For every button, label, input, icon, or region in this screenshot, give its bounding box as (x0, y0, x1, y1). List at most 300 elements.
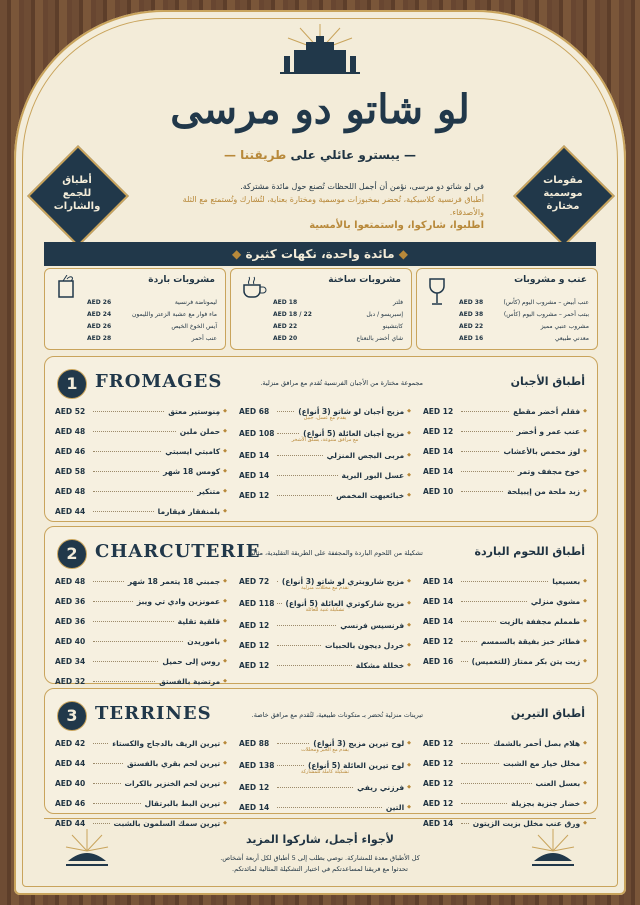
item-name: مزيج أجبان لو شاتو (3 أنواع) (298, 406, 405, 416)
item-name: فرزني ريفي (357, 782, 405, 792)
beverage-name: فلتر (393, 299, 403, 306)
beverage-item (87, 297, 217, 309)
item-price: AED 32 (55, 676, 86, 686)
menu-item (55, 733, 227, 753)
iced-glass-icon (55, 275, 77, 299)
beverage-price: AED 22 (273, 323, 298, 330)
item-price: AED 46 (55, 798, 86, 808)
leader-dots (461, 742, 489, 744)
diamond-icon: ◆ (583, 740, 587, 746)
leader-dots (277, 454, 323, 456)
badge-right-line: مختارة (546, 201, 580, 212)
item-name: تيرين الريف بالدجاج والكستاء (112, 738, 221, 748)
menu-item (239, 445, 411, 465)
diamond-icon: ◆ (223, 598, 227, 604)
menu-column (239, 401, 411, 505)
item-name: كامبتي ايسبتي (165, 446, 221, 456)
item-name: باموريدن (187, 636, 221, 646)
beverage-item (459, 321, 589, 333)
leader-dots (277, 432, 299, 434)
item-name: مِنوستير معتق (168, 406, 221, 416)
item-price: AED 12 (423, 636, 454, 646)
item-name: فرنسيس فرنسي (340, 620, 405, 630)
item-name: بعسيعيا (552, 576, 581, 586)
item-note: تقدم مع مخللات منزلية (301, 585, 349, 591)
item-name: خبائعيهت المخمص (336, 490, 405, 500)
chateau-logo-icon (260, 20, 380, 80)
menu-item (55, 421, 227, 441)
item-price: AED 44 (55, 506, 86, 516)
diamond-icon: ◆ (583, 428, 587, 434)
diamond-icon: ◆ (223, 820, 227, 826)
beverage-name: معدني طبيعي (554, 335, 589, 342)
leader-dots (461, 600, 527, 602)
beverage-name: كابتشينو (382, 323, 403, 330)
leader-dots (277, 742, 309, 744)
beverage-item (459, 333, 589, 345)
menu-item (55, 501, 227, 521)
menu-item (55, 793, 227, 813)
menu-item (239, 465, 411, 485)
menu-item (55, 611, 227, 631)
diamond-icon: ◆ (223, 638, 227, 644)
diamond-icon: ◆ (398, 247, 408, 261)
leader-dots (93, 742, 108, 744)
menu-item (423, 481, 587, 501)
diamond-icon: ◆ (223, 618, 227, 624)
item-price: AED 14 (423, 576, 454, 586)
diamond-icon: ◆ (223, 488, 227, 494)
badge-right-line: مقومات (543, 175, 583, 186)
item-price: AED 12 (423, 778, 454, 788)
sun-ornament-icon (528, 825, 578, 875)
leader-dots (461, 430, 513, 432)
beverage-name: ليموناضة فرنسية (174, 299, 217, 306)
item-name: عمونزين وادي تي ويبز (136, 596, 221, 606)
beverage-name: إسبريسو / دبل (366, 311, 403, 318)
item-name: عسل البور البرية (341, 470, 405, 480)
item-name: زيت يتن بكر ممتاز (للتغميس) (471, 656, 581, 666)
item-name: مزيج أجبان العائلة (5 أنواع) (303, 428, 405, 438)
beverage-item (273, 333, 403, 345)
diamond-icon: ◆ (223, 800, 227, 806)
item-name: لوح تيرين مزيج (3 أنواع) (313, 738, 405, 748)
item-name: قلقية تقلية (177, 616, 221, 626)
leader-dots (93, 762, 123, 764)
menu-item (239, 797, 411, 817)
item-note: تشكيلة كاملة للمشاركة (300, 769, 350, 775)
diamond-icon: ◆ (407, 740, 411, 746)
leader-dots (277, 664, 352, 666)
item-price: AED 14 (423, 466, 454, 476)
beverage-item (459, 297, 589, 309)
hot-drinks-box (230, 268, 412, 350)
section-name: TERRINES (95, 703, 212, 724)
menu-item (423, 651, 587, 671)
beverage-name: ببتب أحمر – مشروب اليوم (كأس) (503, 311, 589, 318)
menu-column (55, 401, 227, 521)
item-price: AED 12 (239, 620, 270, 630)
beverage-price: AED 28 (87, 335, 112, 342)
section-arabic-title: أطباق اللحوم الباردة (474, 545, 585, 558)
item-name: هلام بصل أحمر بالشمك (493, 738, 581, 748)
item-price: AED 52 (55, 406, 86, 416)
item-price: AED 14 (423, 616, 454, 626)
item-price: AED 12 (239, 660, 270, 670)
leader-dots (93, 660, 158, 662)
diamond-icon: ◆ (232, 247, 246, 261)
leader-dots (93, 600, 133, 602)
item-note: مع مرافق متنوعة، يسلق الأشخر (291, 437, 359, 443)
item-price: AED 12 (423, 426, 454, 436)
beverage-item (459, 309, 589, 321)
restaurant-title: لو شاتو دو مرسى (170, 86, 470, 133)
leader-dots (461, 450, 499, 452)
cold-drinks-box (44, 268, 226, 350)
leader-dots (93, 510, 154, 512)
item-price: AED 108 (239, 428, 275, 438)
coffee-cup-icon (241, 275, 267, 299)
menu-page (14, 10, 626, 895)
leader-dots (93, 580, 124, 582)
menu-item (55, 773, 227, 793)
item-price: AED 48 (55, 576, 86, 586)
menu-item (55, 401, 227, 421)
section-number: 2 (57, 539, 87, 569)
item-price: AED 12 (423, 798, 454, 808)
hot-drinks-title: مشروبات ساخنة (328, 275, 401, 285)
section-arabic-title: أطباق التيرين (510, 707, 585, 720)
item-price: AED 48 (55, 426, 86, 436)
diamond-icon: ◆ (407, 472, 411, 478)
diamond-icon: ◆ (407, 430, 411, 436)
diamond-icon: ◆ (583, 638, 587, 644)
footer-line: تحدثوا مع فريقنا لمساعدتكم في اختيار التشكيلة المثالية لمائدتكم. (232, 865, 408, 873)
leader-dots (461, 640, 477, 642)
item-note: يقدم مع الخبز ومخللات (301, 747, 349, 753)
item-price: AED 34 (55, 656, 86, 666)
item-name: طمملم مجففة بالزيت (499, 616, 581, 626)
item-name: مشوي منزلي (530, 596, 581, 606)
section-description: تيرينات منزلية تُحضر بـ متكونات طبيعية، لتُقدم مع مرافق خاصة. (251, 711, 423, 719)
leader-dots (93, 470, 159, 472)
menu-item (239, 485, 411, 505)
menu-item (55, 481, 227, 501)
item-name: متنكير (197, 486, 221, 496)
menu-item (423, 753, 587, 773)
beverage-price: AED 26 (87, 299, 112, 306)
footer-text (124, 853, 516, 875)
intro-text (164, 180, 484, 232)
item-name: روس إلى حميل (162, 656, 221, 666)
leader-dots (277, 602, 282, 604)
menu-item (423, 611, 587, 631)
diamond-icon: ◆ (583, 658, 587, 664)
diamond-icon: ◆ (407, 600, 411, 606)
leader-dots (277, 580, 278, 582)
item-price: AED 14 (239, 470, 270, 480)
diamond-icon: ◆ (223, 658, 227, 664)
leader-dots (461, 660, 468, 662)
item-name: خخللة مشكلة (355, 660, 405, 670)
beverage-item (273, 321, 403, 333)
item-price: AED 14 (423, 596, 454, 606)
diamond-icon: ◆ (407, 622, 411, 628)
menu-item (423, 733, 587, 753)
band-title: مائدة واحدة، نكهات كثيرة (245, 247, 395, 261)
item-price: AED 44 (55, 818, 86, 828)
diamond-icon: ◆ (583, 618, 587, 624)
leader-dots (461, 580, 548, 582)
sun-ornament-icon (62, 825, 112, 875)
item-name: مربى البجص المنزلي (326, 450, 405, 460)
item-price: AED 14 (239, 802, 270, 812)
menu-item (423, 591, 587, 611)
badge-right-text (532, 174, 594, 213)
item-price: AED 36 (55, 616, 86, 626)
item-name: كومس 18 شهر (163, 466, 221, 476)
intro-line-1: في لو شاتو دو مرسى، نؤمن أن أجمل اللحظات تُصنع حول مائدة مشتركة. (240, 182, 484, 191)
item-price: AED 44 (55, 758, 86, 768)
section-description: مجموعة مختارة من الأجبان الفرنسية تُقدم مع مرافق منزلية. (260, 379, 423, 387)
diamond-icon: ◆ (583, 408, 587, 414)
tagline-accent: طريقتنا — (223, 148, 287, 162)
item-name: فطائر خبز بفيقة بالسمسم (480, 636, 581, 646)
item-price: AED 12 (239, 490, 270, 500)
beverage-price: AED 26 (87, 323, 112, 330)
item-name: خوخ مجفف وتمر (517, 466, 581, 476)
section-name: CHARCUTERIE (95, 541, 261, 562)
wine-list (459, 297, 589, 345)
leader-dots (277, 644, 321, 646)
beverage-price: AED 18 / 22 (273, 311, 312, 318)
diamond-icon: ◆ (407, 408, 411, 414)
menu-item (239, 615, 411, 635)
item-price: AED 88 (239, 738, 270, 748)
diamond-icon: ◆ (583, 448, 587, 454)
menu-item (55, 571, 227, 591)
beverage-item (87, 309, 217, 321)
beverage-price: AED 24 (87, 311, 112, 318)
tagline-prefix: — يبسترو عائلي على (290, 148, 417, 162)
beverage-name: مشروب عنبي مميز (540, 323, 589, 330)
item-name: مخلل خيار مع الشبت (503, 758, 581, 768)
diamond-icon: ◆ (407, 662, 411, 668)
leader-dots (93, 410, 164, 412)
wine-glass-icon (427, 277, 447, 309)
item-price: AED 42 (55, 738, 86, 748)
wine-title: عنب و مشروبات (514, 275, 587, 285)
item-price: AED 48 (55, 486, 86, 496)
menu-column (239, 733, 411, 817)
diamond-icon: ◆ (223, 678, 227, 684)
item-name: حملن ملبن (179, 426, 221, 436)
intro-highlight: اطلبوا، شاركوا، واستمتعوا بالأمسية (309, 220, 484, 231)
item-price: AED 12 (423, 406, 454, 416)
diamond-icon: ◆ (223, 780, 227, 786)
leader-dots (93, 490, 193, 492)
leader-dots (461, 762, 499, 764)
leader-dots (461, 802, 507, 804)
item-price: AED 72 (239, 576, 270, 586)
item-price: AED 10 (423, 486, 454, 496)
beverage-price: AED 22 (459, 323, 484, 330)
item-price: AED 40 (55, 778, 86, 788)
section-number: 1 (57, 369, 87, 399)
menu-item (423, 441, 587, 461)
beverage-price: AED 18 (273, 299, 298, 306)
leader-dots (277, 494, 332, 496)
menu-item (423, 401, 587, 421)
menu-item (423, 571, 587, 591)
item-price: AED 12 (423, 758, 454, 768)
item-name: جمبني 18 يتعمر 18 شهر (127, 576, 221, 586)
section-name: FROMAGES (95, 371, 223, 392)
diamond-icon: ◆ (583, 488, 587, 494)
item-price: AED 118 (239, 598, 275, 608)
diamond-icon: ◆ (223, 760, 227, 766)
item-note: تشكيلة غنية للعائلة (305, 607, 345, 613)
menu-column (55, 571, 227, 691)
badge-left-line: للجمع (62, 188, 92, 199)
badge-right-line: موسمية (543, 188, 583, 199)
item-name: عنب عمر و أخضر (516, 426, 581, 436)
footer-heading: لأجواء أجمل، شاركوا المزيد (246, 833, 394, 846)
item-price: AED 14 (423, 446, 454, 456)
leader-dots (461, 490, 503, 492)
diamond-icon: ◆ (583, 820, 587, 826)
diamond-icon: ◆ (407, 492, 411, 498)
menu-item (423, 793, 587, 813)
section-arabic-title: أطباق الأجبان (510, 375, 585, 388)
diamond-icon: ◆ (583, 468, 587, 474)
menu-item (423, 421, 587, 441)
item-price: AED 36 (55, 596, 86, 606)
menu-item (55, 753, 227, 773)
item-name: تيرين لحم الخنزير بالكرات (124, 778, 221, 788)
diamond-icon: ◆ (223, 468, 227, 474)
leader-dots (93, 430, 176, 432)
diamond-icon: ◆ (223, 578, 227, 584)
leader-dots (461, 410, 509, 412)
leader-dots (461, 470, 514, 472)
beverage-price: AED 38 (459, 311, 484, 318)
diamond-icon: ◆ (407, 642, 411, 648)
item-price: AED 12 (239, 640, 270, 650)
diamond-icon: ◆ (407, 762, 411, 768)
hot-drinks-list (273, 297, 403, 345)
item-price: AED 40 (55, 636, 86, 646)
item-name: تيرين لحم بقري بالفستق (127, 758, 221, 768)
beverage-name: شاي أخضر بالنعناع (356, 335, 403, 342)
diamond-icon: ◆ (407, 452, 411, 458)
beverage-item (87, 321, 217, 333)
menu-item (239, 635, 411, 655)
beverage-item (87, 333, 217, 345)
badge-left-text (46, 174, 108, 213)
footer (44, 818, 596, 883)
diamond-icon: ◆ (407, 804, 411, 810)
beverage-name: ماء فوار مع عشبة الزعتر والليمون (132, 311, 217, 318)
diamond-icon: ◆ (583, 598, 587, 604)
section-number: 3 (57, 701, 87, 731)
leader-dots (277, 474, 338, 476)
item-price: AED 12 (239, 782, 270, 792)
menu-item (423, 773, 587, 793)
cold-drinks-title: مشروبات باردة (148, 275, 215, 285)
menu-item (55, 591, 227, 611)
section-band (44, 242, 596, 266)
menu-item (423, 461, 587, 481)
item-name: مرتضية بالفستق (159, 676, 221, 686)
menu-item (55, 631, 227, 651)
item-price: AED 12 (423, 738, 454, 748)
menu-item (239, 655, 411, 675)
leader-dots (93, 782, 121, 784)
item-note: يقدم مع عسل، جبيل (303, 415, 347, 421)
leader-dots (277, 786, 353, 788)
item-name: فقلم أخضر مقطع (513, 406, 581, 416)
menu-column (239, 571, 411, 675)
diamond-icon: ◆ (407, 578, 411, 584)
menu-item (55, 651, 227, 671)
item-price: AED 58 (55, 466, 86, 476)
leader-dots (277, 806, 382, 808)
cold-drinks-list (87, 297, 217, 345)
leader-dots (93, 680, 155, 682)
item-name: لوز محمص بالأعشاب (503, 446, 581, 456)
diamond-icon: ◆ (223, 740, 227, 746)
beverage-item (273, 297, 403, 309)
beverage-price: AED 16 (459, 335, 484, 342)
fromages-section (44, 356, 598, 522)
diamond-icon: ◆ (223, 428, 227, 434)
item-name: بعسل العنب (535, 778, 581, 788)
leader-dots (277, 764, 304, 766)
diamond-icon: ◆ (407, 784, 411, 790)
item-name: خردل ديجون بالحبيات (324, 640, 405, 650)
menu-item (55, 441, 227, 461)
diamond-icon: ◆ (583, 780, 587, 786)
charcuterie-section (44, 526, 598, 684)
item-name: مزيج شاروبتري لو شاتو (3 أنواع) (281, 576, 405, 586)
item-name: تيرين سمك السلمون بالشبت (113, 818, 221, 828)
leader-dots (461, 620, 496, 622)
item-name: بلمنفقار فيقارما (157, 506, 221, 516)
beverage-name: عنب أحمر (191, 335, 217, 342)
item-name: التين (385, 802, 405, 812)
terrines-section (44, 688, 598, 828)
item-price: AED 14 (423, 818, 454, 828)
diamond-icon: ◆ (223, 448, 227, 454)
leader-dots (93, 620, 174, 622)
item-name: خضار جنزية بجزيلة (511, 798, 581, 808)
beverage-name: آيس الخوخ الخيص (171, 323, 217, 330)
badge-left-line: والشارات (53, 201, 101, 212)
wine-box (416, 268, 598, 350)
menu-item (55, 461, 227, 481)
item-price: AED 138 (239, 760, 275, 770)
beverage-price: AED 20 (273, 335, 298, 342)
tagline (14, 148, 626, 162)
diamond-icon: ◆ (583, 760, 587, 766)
item-price: AED 46 (55, 446, 86, 456)
footer-line: كل الأطباق معدة للمشاركة. نوصي بطلب إلى 5 أطباق لكل أربعة أشخاص. (220, 854, 420, 862)
leader-dots (277, 624, 336, 626)
leader-dots (461, 782, 532, 784)
diamond-icon: ◆ (583, 578, 587, 584)
item-price: AED 14 (239, 450, 270, 460)
